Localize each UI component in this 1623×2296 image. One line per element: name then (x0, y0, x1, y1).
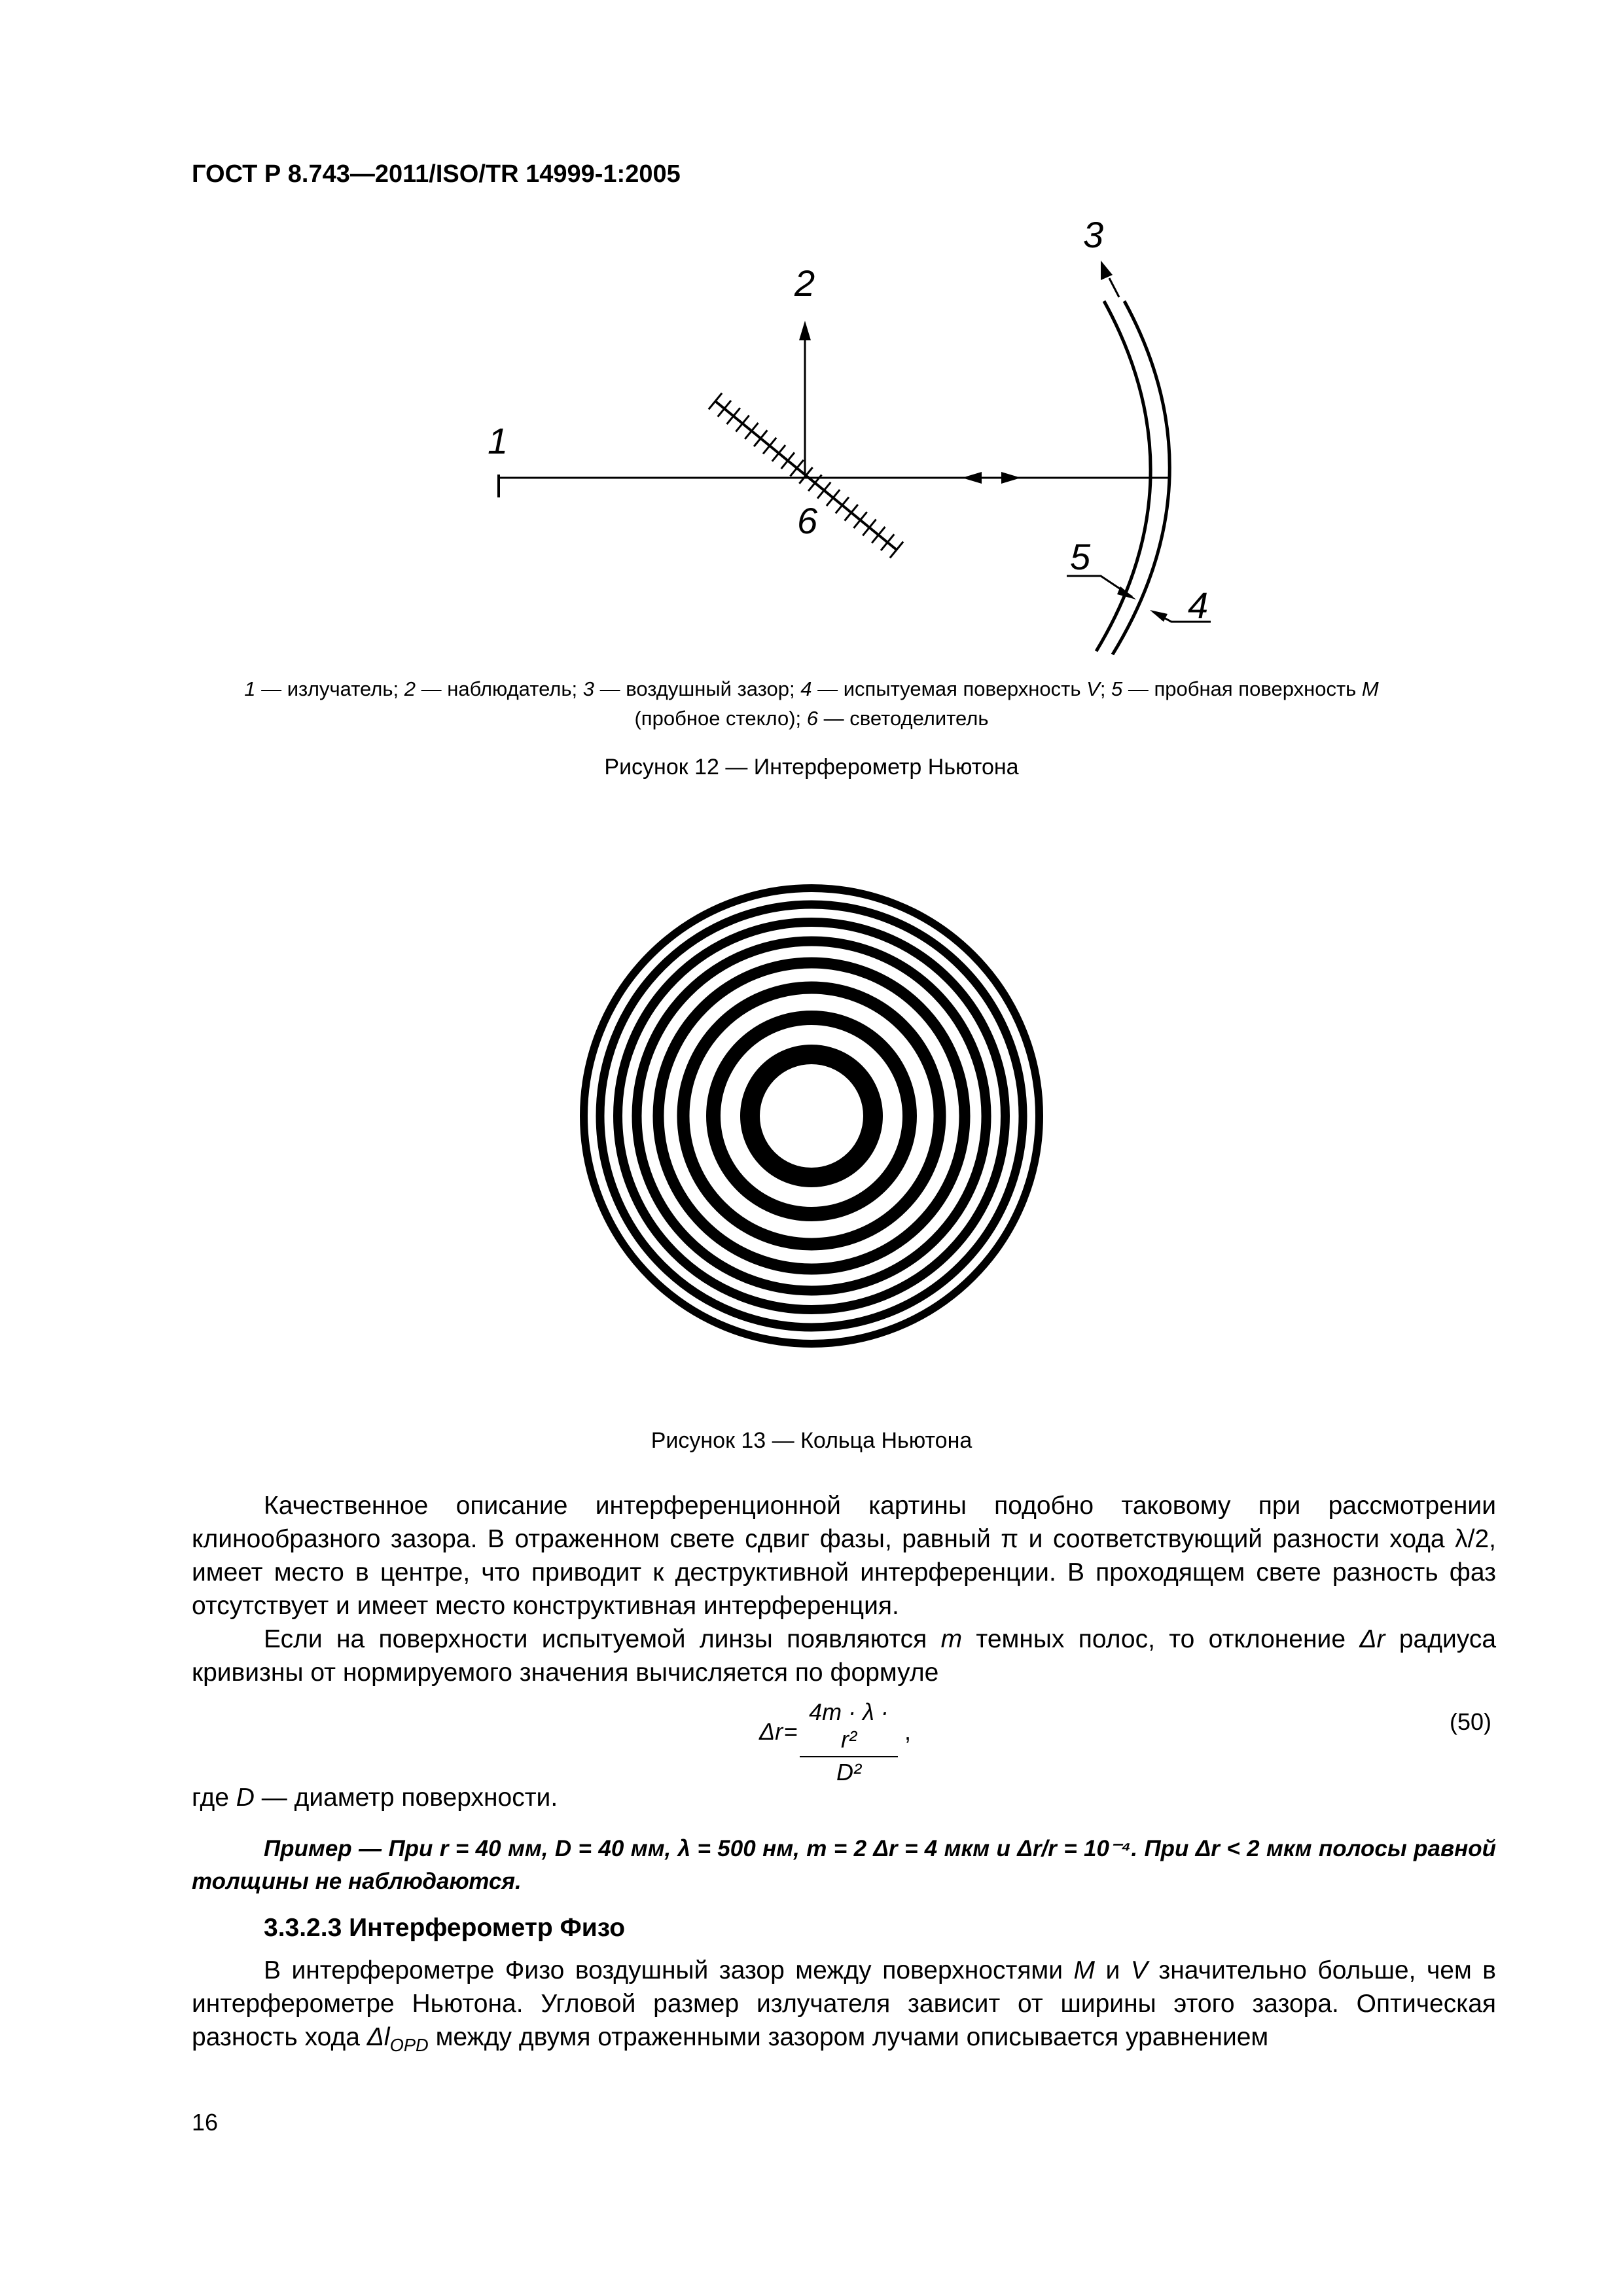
splitter-hatch (863, 520, 876, 536)
newton-interferometer-diagram (458, 216, 1243, 661)
formula-numerator: 4m · λ · r² (800, 1698, 898, 1757)
splitter-hatch (817, 482, 830, 499)
splitter-hatch (709, 393, 722, 410)
label-3: 3 (1083, 216, 1104, 255)
label-2: 2 (794, 262, 815, 304)
splitter-hatch (727, 408, 740, 424)
splitter-hatch (872, 527, 885, 543)
splitter-hatch (845, 505, 858, 521)
splitter-hatch (745, 423, 758, 439)
formula-denominator: D² (836, 1759, 861, 1785)
splitter-hatch (736, 416, 749, 432)
figure-13-title: Рисунок 13 — Кольца Ньютона (651, 1428, 972, 1453)
splitter-hatch (881, 534, 894, 550)
paragraph-1: Качественное описание интерференционной картины подобно таковому при рассмотрении клинообразного зазора. В отраженном свете сдвиг фазы, равный π и соответствующий разности хода λ/2, имеет место в центре, что приводит к деструктивной интерференции. В проходящем свете разность фаз отсутствует и имеет место конструктивная интерференция. (192, 1492, 1496, 1620)
paragraph-2: Если на поверхности испытуемой линзы появляются m темных полос, то отклонение Δr радиуса кривизны от нормируемого значения вычисляется по формуле (192, 1625, 1497, 1687)
where-clause: где D — диаметр поверхности. (192, 1784, 558, 1812)
figure-12-title: Рисунок 12 — Интерферометр Ньютона (604, 755, 1019, 780)
splitter-hatch (836, 497, 849, 514)
label-4: 4 (1188, 584, 1209, 626)
document-header: ГОСТ Р 8.743—2011/ISO/TR 14999-1:2005 (192, 160, 681, 188)
example-note: Пример — При r = 40 мм, D = 40 мм, λ = 500 нм, m = 2 Δr = 4 мкм и Δr/r = 10⁻⁴. При Δr < 2 мкм полосы равной толщины не наблюдаются. (192, 1836, 1496, 1894)
splitter-hatch (890, 542, 903, 558)
splitter-hatch (718, 401, 731, 417)
splitter-hatch (754, 430, 767, 446)
newton-rings-diagram (569, 874, 1054, 1358)
body-text-2 (192, 1954, 1496, 2062)
splitter-hatch (781, 452, 794, 469)
label-6: 6 (797, 500, 818, 541)
section-heading: 3.3.2.3 Интерферометр Физо (264, 1914, 626, 1942)
label-1: 1 (488, 420, 508, 461)
splitter-hatch (791, 460, 804, 476)
label-5: 5 (1070, 536, 1091, 577)
paragraph-3: В интерферометре Физо воздушный зазор между поверхностями M и V значительно больше, чем в интерферометре Ньютона. Угловой размер излучателя зависит от ширины этого зазора. Оптическая разность хода $\Delta l_{OPD}$ между двумя отраженными зазором лучами описывается уравнением (192, 1956, 1496, 2055)
splitter-hatch (853, 512, 866, 528)
splitter-hatch (772, 445, 785, 461)
splitter-hatch (827, 490, 840, 506)
splitter-hatch (763, 438, 776, 454)
figure-12-legend: 1 — излучатель; 2 — наблюдатель; 3 — воздушный зазор; 4 — испытуемая поверхность V; 5 — пробная поверхность M (пробное стекло); 6 — светоделитель (244, 677, 1379, 730)
page-number: 16 (192, 2109, 219, 2136)
equation-number: (50) (1450, 1708, 1492, 1735)
body-text-1 (192, 1489, 1496, 1689)
